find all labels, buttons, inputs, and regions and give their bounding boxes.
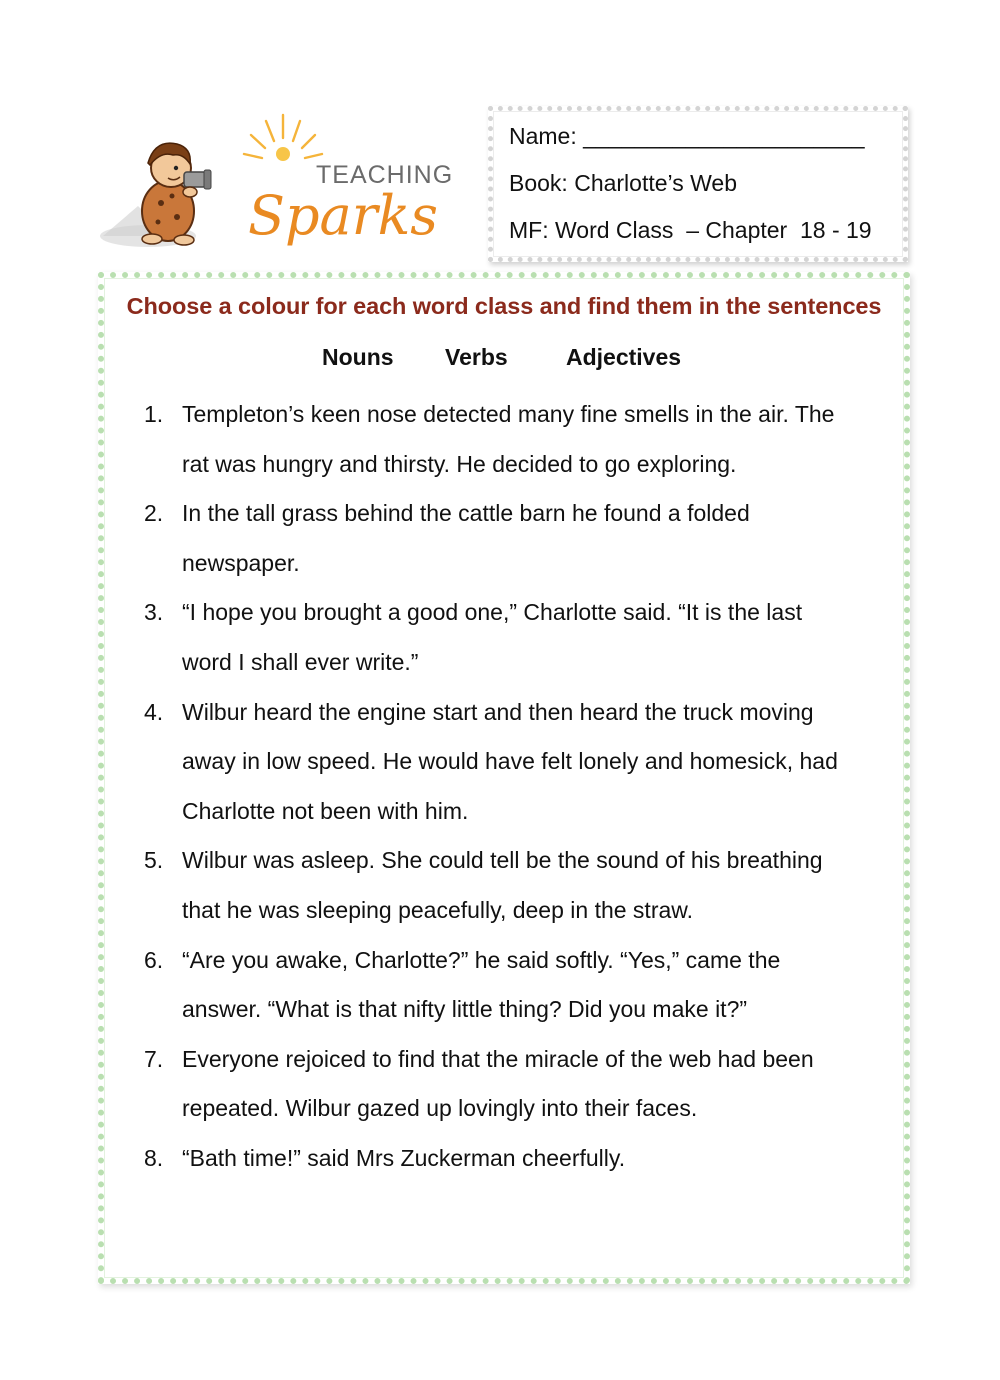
sentence-item xyxy=(144,936,904,1035)
sentence-item xyxy=(144,588,904,687)
sentence-number: 2. xyxy=(144,500,164,527)
sentence-item xyxy=(144,489,904,588)
name-field[interactable]: Name: ______________________ xyxy=(509,123,865,149)
book-title-line: Book: Charlotte’s Web xyxy=(509,170,737,196)
sentence-item xyxy=(144,1035,904,1134)
word-class-verbs: Verbs xyxy=(445,344,508,370)
sentence-text: “Bath time!” said Mrs Zuckerman cheerfully. xyxy=(182,1144,626,1171)
teaching-sparks-logo xyxy=(98,108,470,258)
sentence-number: 6. xyxy=(144,946,164,973)
sentence-text: “Are you awake, Charlotte?” he said softly. “Yes,” came the answer. “What is that nifty little thing? Did you make it?” xyxy=(182,946,781,1023)
sentence-item xyxy=(144,836,904,935)
sentence-text: Wilbur was asleep. She could tell be the sound of his breathing that he was sleeping peacefully, deep in the straw. xyxy=(182,847,823,923)
sentence-number: 8. xyxy=(144,1144,164,1171)
sentence-text: Everyone rejoiced to find that the miracle of the web had been repeated. Wilbur gazed up lovingly into their faces. xyxy=(182,1045,814,1122)
sentence-number: 5. xyxy=(144,847,164,874)
word-class-nouns: Nouns xyxy=(322,344,394,370)
sentence-number: 1. xyxy=(144,401,164,427)
sentence-number: 7. xyxy=(144,1045,164,1072)
instruction-heading: Choose a colour for each word class and find them in the sentences xyxy=(126,293,882,319)
sentence-text: Templeton’s keen nose detected many fine smells in the air. The rat was hungry and thirsty. He decided to go exploring. xyxy=(182,401,835,477)
mf-chapter-line: MF: Word Class – Chapter 18 - 19 xyxy=(509,217,872,243)
logo-graphic xyxy=(98,108,470,258)
sentence-text: Wilbur heard the engine start and then heard the truck moving away in low speed. He would have felt lonely and homesick, had Charlotte not been with him. xyxy=(182,698,838,824)
student-info-box xyxy=(488,106,908,262)
sentence-item xyxy=(144,1134,904,1184)
logo-top-text: TEACHING xyxy=(316,161,454,189)
worksheet-panel xyxy=(98,272,910,1284)
sentence-item xyxy=(144,390,904,489)
sentence-number: 3. xyxy=(144,599,164,626)
logo-bottom-text: Sparks xyxy=(248,184,439,247)
sentence-text: “I hope you brought a good one,” Charlotte said. “It is the last word I shall ever write.” xyxy=(182,599,803,675)
sentence-list xyxy=(144,390,904,1184)
word-class-adjectives: Adjectives xyxy=(566,344,682,370)
sentence-number: 4. xyxy=(144,698,164,725)
sentence-text: In the tall grass behind the cattle barn he found a folded newspaper. xyxy=(182,500,750,576)
sentence-item xyxy=(144,688,904,837)
